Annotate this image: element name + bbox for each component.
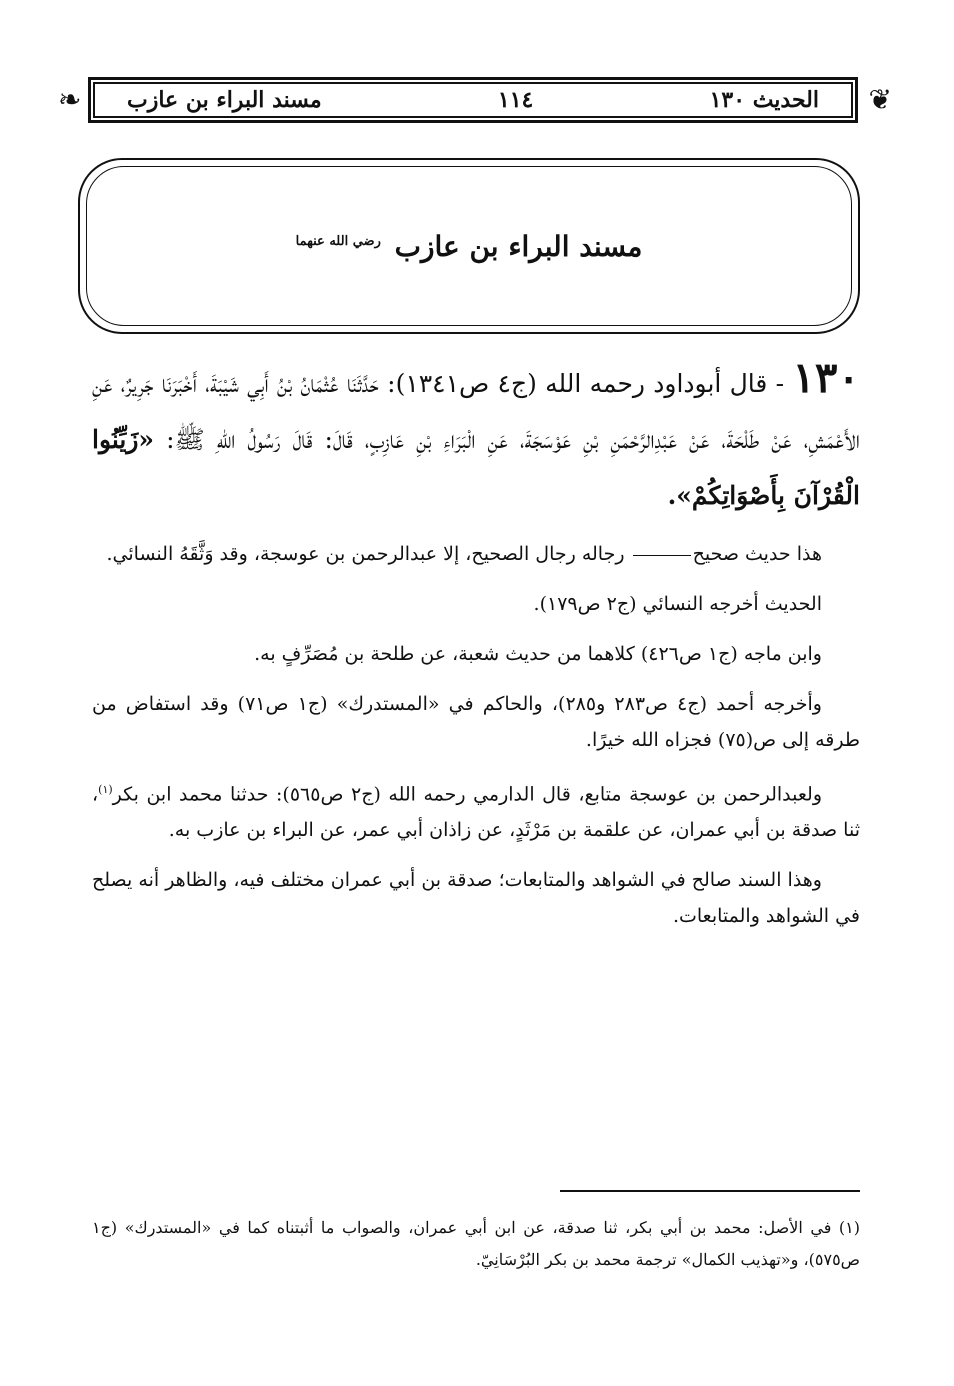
paragraph-conclusion: وهذا السند صالح في الشواهد والمتابعات؛ صدقة بن أبي عمران مختلف فيه، والظاهر أنه يصلح في الشواهد والمتابعات. — [92, 869, 860, 928]
header-page-number: ١١٤ — [497, 87, 534, 113]
footnote: (١) في الأصل: محمد بن أبي بكر، ثنا صدقة، عن ابن أبي عمران، والصواب ما أثبتناه كما في «المستدرك» (ج١ ص٥٧٥)، و«تهذيب الكمال» ترجمة محمد بن بكر البُرْسَانِيّ. — [92, 1218, 860, 1269]
hadith-text — [92, 350, 860, 524]
paragraph-nasai: الحديث أخرجه النسائي (ج٢ ص١٧٩). — [533, 593, 822, 615]
honorific-text: رضي الله عنهما — [295, 234, 381, 250]
paragraph-grading — [92, 536, 860, 572]
ornament-right-icon: ❦ — [868, 83, 892, 116]
paragraph-ibn-majah: وابن ماجه (ج١ ص٤٢٦) كلاهما من حديث شعبة، عن طلحة بن مُصَرِّفٍ به. — [254, 643, 822, 665]
header-section-title: مسند البراء بن عازب — [127, 87, 322, 113]
running-header — [88, 77, 858, 123]
paragraph-ahmad: وأخرجه أحمد (ج٤ ص٢٨٣ و٢٨٥)، والحاكم في «المستدرك» (ج١ ص٧١) وقد استفاض من طرقه إلى ص(٧٥) فجزاه الله خيرًا. — [92, 693, 860, 751]
darimi-text-a: ولعبدالرحمن بن عوسجة متابع، قال الدارمي رحمه الله (ج٢ ص٥٦٥): حدثنا محمد ابن بكر — [112, 783, 823, 806]
footnote-divider — [560, 1190, 860, 1192]
footnote-ref[interactable]: (١) — [98, 783, 113, 796]
ornament-left-icon: ❧ — [58, 83, 82, 116]
hadith-matn: «زَيِّنُوا الْقُرْآنَ بِأَصْوَاتِكُمْ». — [92, 425, 860, 510]
kashida-line — [633, 555, 691, 556]
hadith-number: ١٣٠ — [792, 353, 860, 402]
chapter-title — [296, 230, 643, 263]
chapter-title-text: مسند البراء بن عازب — [394, 229, 643, 263]
grading-text: رجاله رجال الصحيح، إلا عبدالرحمن بن عوسجة، وقد وَثَّقَهُ النسائي. — [106, 543, 625, 565]
chapter-title-frame — [78, 158, 860, 334]
main-content — [92, 350, 860, 948]
paragraph-darimi — [92, 772, 860, 848]
header-hadith-label: الحديث ١٣٠ — [709, 87, 819, 113]
darimi-text-b: ، ثنا صدقة بن أبي عمران، عن علقمة بن مَرْثَدٍ، عن زاذان أبي عمر، عن البراء بن عازب به. — [92, 783, 860, 842]
hadith-isnad: - قال أبوداود رحمه الله (ج٤ ص١٣٤١): حَدَّثَنَا عُثْمَانُ بْنُ أَبِي شَيْبَةَ، أَخْبَرَنَا جَرِيرٌ، عَنِ الأَعْمَشِ، عَنْ طَلْحَةَ، عَنْ عَبْدِالرَّحْمَنِ بْنِ عَوْسَجَةَ، عَنِ الْبَرَاءِ بْنِ عَازِبٍ، قَالَ: قَالَ رَسُولُ اللهِ ﷺ: — [92, 369, 860, 454]
grading-label: هذا حديث صحيح — [692, 543, 822, 565]
